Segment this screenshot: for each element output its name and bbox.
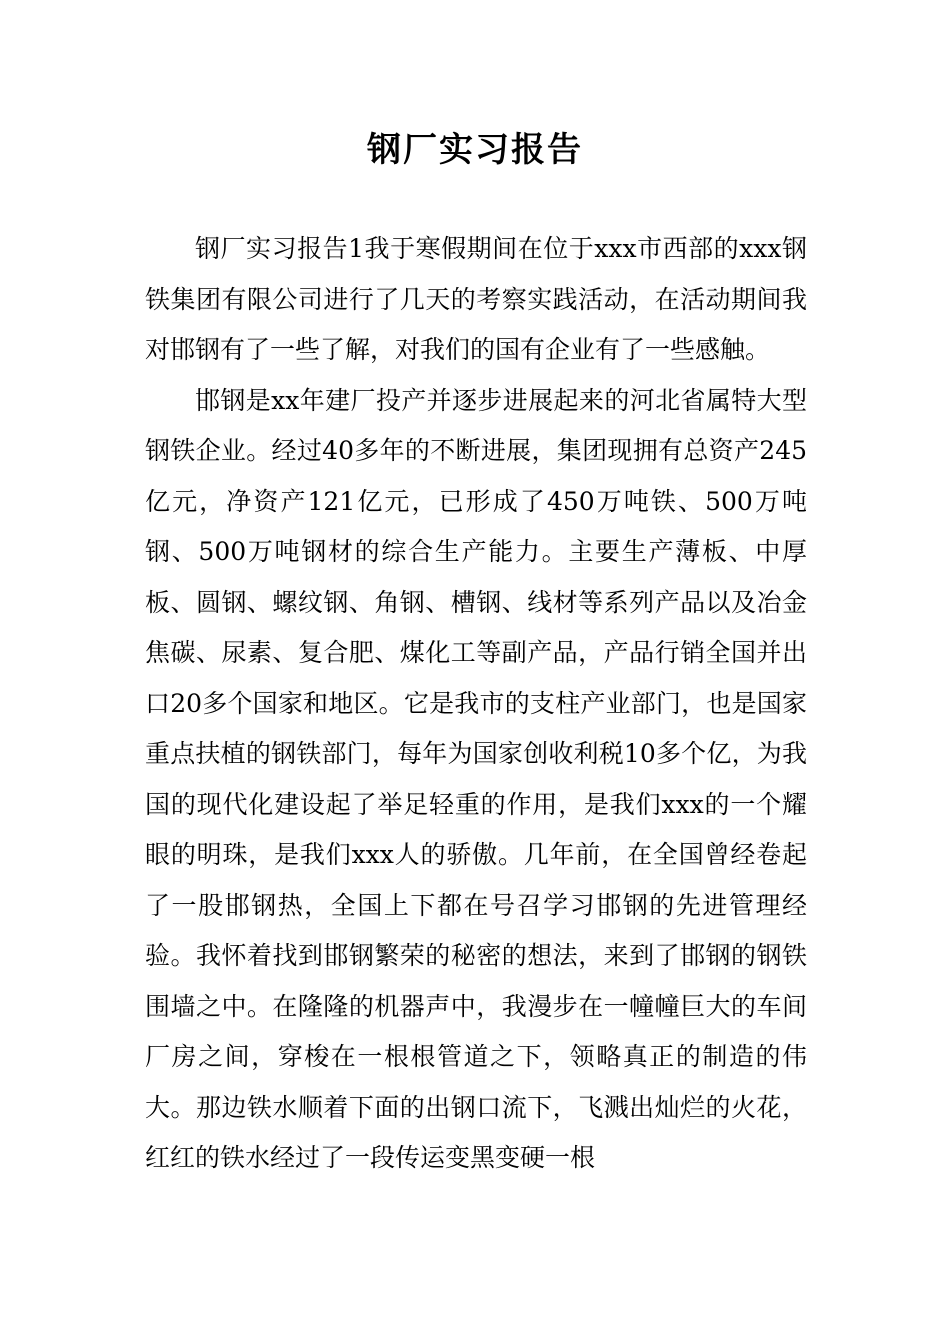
paragraph-1: 钢厂实习报告1我于寒假期间在位于xxx市西部的xxx钢铁集团有限公司进行了几天的考察实践活动，在活动期间我对邯钢有了一些了解，对我们的国有企业有了一些感触。 [145,234,807,364]
document-title: 钢厂实习报告 [367,130,583,170]
paragraph-2: 邯钢是xx年建厂投产并逐步进展起来的河北省属特大型钢铁企业。经过40多年的不断进展，集团现拥有总资产245亿元，净资产121亿元，已形成了450万吨铁、500万吨钢、500万吨钢材的综合生产能力。主要生产薄板、中厚板、圆钢、螺纹钢、角钢、槽钢、线材等系列产品以及冶金焦碳、尿素、复合肥、煤化工等副产品，产品行销全国并出口20多个国家和地区。它是我市的支柱产业部门，也是国家重点扶植的钢铁部门，每年为国家创收利税10多个亿，为我国的现代化建设起了举足轻重的作用，是我们xxx的一个耀眼的明珠，是我们xxx人的骄傲。几年前，在全国曾经卷起了一股邯钢热，全国上下都在号召学习邯钢的先进管理经验。我怀着找到邯钢繁荣的秘密的想法，来到了邯钢的钢铁围墙之中。在隆隆的机器声中，我漫步在一幢幢巨大的车间厂房之间，穿梭在一根根管道之下，领略真正的制造的伟大。那边铁水顺着下面的出钢口流下，飞溅出灿烂的火花，红红的铁水经过了一段传运变黑变硬一根 [145,385,807,1172]
document-body [145,224,807,1184]
